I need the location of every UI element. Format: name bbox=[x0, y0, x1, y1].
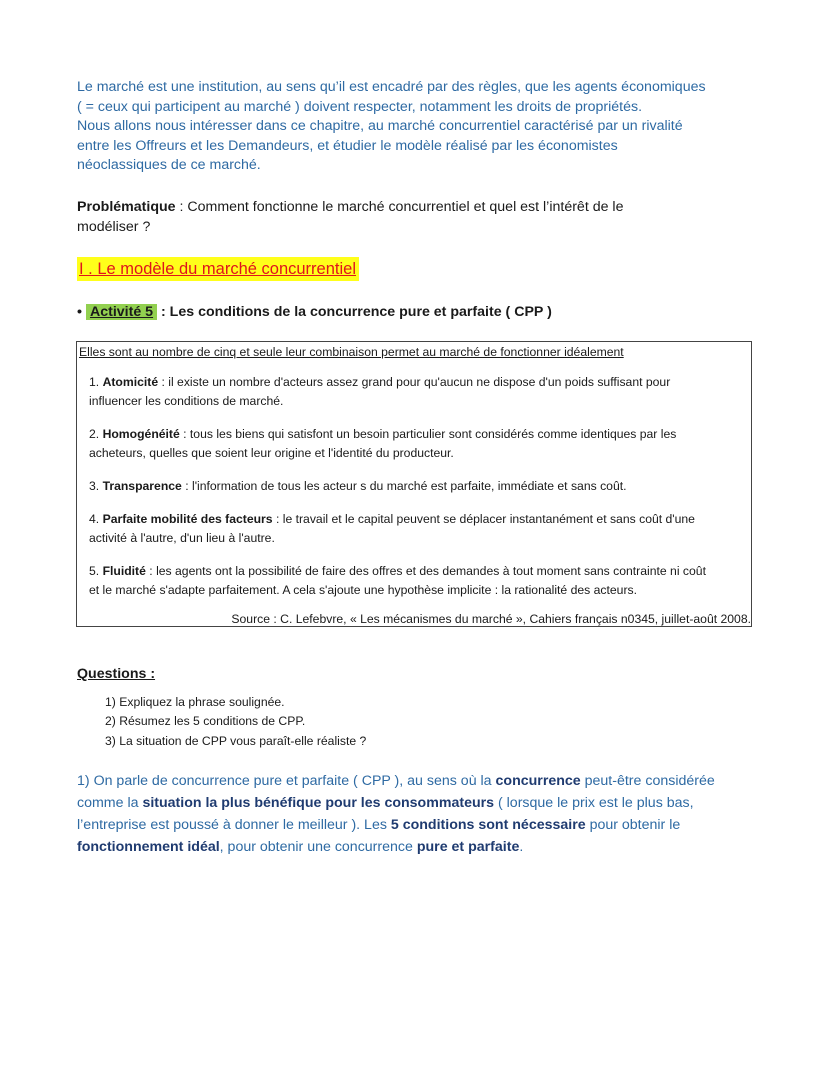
condition-term: Transparence bbox=[102, 479, 182, 493]
problematique-text: modéliser ? bbox=[77, 219, 151, 235]
intro-line: néoclassiques de ce marché. bbox=[77, 157, 261, 174]
answer-text: pour obtenir le bbox=[585, 817, 681, 833]
activity-title: : Les conditions de la concurrence pure et parfaite ( CPP ) bbox=[161, 304, 552, 320]
answer-paragraph bbox=[77, 770, 757, 858]
condition-text: : tous les biens qui satisfont un besoin particulier sont considérés comme identiques par les bbox=[179, 427, 677, 441]
problematique bbox=[77, 197, 717, 237]
condition-number: 1. bbox=[89, 375, 103, 389]
condition-number: 5. bbox=[89, 564, 103, 578]
condition-term: Homogénéité bbox=[102, 427, 180, 441]
activity-tag: Activité 5 bbox=[86, 304, 157, 320]
intro-line: entre les Offreurs et les Demandeurs, et étudier le modèle réalisé par les économistes bbox=[77, 137, 618, 154]
answer-emphasis: situation la plus bénéfique pour les consommateurs bbox=[142, 795, 495, 811]
questions-title: Questions : bbox=[77, 666, 156, 682]
answer-text: On parle de concurrence pure et parfaite ( CPP ), au sens où la bbox=[89, 773, 496, 789]
answer-emphasis: pure et parfaite bbox=[416, 839, 520, 855]
questions-list bbox=[105, 693, 366, 751]
condition-text: : les agents ont la possibilité de faire des offres et des demandes à tout moment sans contrainte ni coût bbox=[145, 564, 706, 578]
problematique-text: : Comment fonctionne le marché concurrentiel et quel est l’intérêt de le bbox=[175, 199, 624, 215]
answer-text: ( lorsque le prix est le plus bas, l’entreprise est poussé à donner le meilleur ). Les bbox=[77, 795, 694, 833]
answer-text: . bbox=[519, 839, 524, 855]
condition-text: acheteurs, quelles que soient leur origine et l'identité du producteur. bbox=[89, 446, 454, 460]
condition-text: influencer les conditions de marché. bbox=[89, 394, 284, 408]
condition-item bbox=[89, 510, 744, 548]
condition-item bbox=[89, 562, 744, 600]
condition-text: : le travail et le capital peuvent se déplacer instantanément et sans coût d'une bbox=[272, 512, 695, 526]
answer-number: 1) bbox=[77, 773, 90, 789]
answer-emphasis: fonctionnement idéal bbox=[77, 839, 220, 855]
condition-text: : il existe un nombre d'acteurs assez grand pour qu'aucun ne dispose d'un poids suffisant pour bbox=[158, 375, 671, 389]
condition-term: Fluidité bbox=[102, 564, 146, 578]
condition-item bbox=[89, 425, 744, 463]
condition-text: activité à l'autre, d'un lieu à l'autre. bbox=[89, 531, 275, 545]
condition-text: : l'information de tous les acteur s du marché est parfaite, immédiate et sans coût. bbox=[181, 479, 627, 493]
source-citation: Source : C. Lefebvre, « Les mécanismes du marché », Cahiers français n0345, juillet-août 2008. bbox=[231, 612, 751, 626]
answer-text: , pour obtenir une concurrence bbox=[219, 839, 417, 855]
question-item: 1) Expliquez la phrase soulignée. bbox=[105, 695, 285, 709]
intro-paragraph bbox=[77, 78, 757, 176]
question-item: 3) La situation de CPP vous paraît-elle réaliste ? bbox=[105, 733, 367, 748]
conditions-lead: Elles sont au nombre de cinq et seule leur combinaison permet au marché de fonctionner idéalement bbox=[79, 345, 624, 359]
activity-heading bbox=[77, 301, 552, 323]
intro-line: Nous allons nous intéresser dans ce chapitre, au marché concurrentiel caractérisé par un rivalité bbox=[77, 118, 683, 135]
answer-emphasis: concurrence bbox=[495, 773, 581, 789]
condition-term: Atomicité bbox=[102, 375, 159, 389]
answer-emphasis: 5 conditions sont nécessaire bbox=[390, 817, 586, 833]
bullet-icon: • bbox=[77, 304, 82, 320]
conditions-list bbox=[89, 373, 744, 614]
conditions-box bbox=[76, 341, 752, 627]
condition-item bbox=[89, 477, 744, 496]
problematique-label: Problématique bbox=[77, 199, 176, 215]
condition-term: Parfaite mobilité des facteurs bbox=[102, 512, 273, 526]
answer-text: peut-être considérée comme la bbox=[77, 773, 715, 811]
question-item: 2) Résumez les 5 conditions de CPP. bbox=[105, 714, 306, 729]
intro-line: Le marché est une institution, au sens qu’il est encadré par des règles, que les agents économiques bbox=[77, 79, 706, 95]
intro-line: ( = ceux qui participent au marché ) doivent respecter, notamment les droits de propriétés. bbox=[77, 98, 643, 115]
condition-text: et le marché s'adapte parfaitement. A cela s'ajoute une hypothèse implicite : la rationalité des acteurs. bbox=[89, 583, 637, 597]
section-title: I . Le modèle du marché concurrentiel bbox=[77, 257, 359, 281]
condition-number: 3. bbox=[89, 479, 103, 493]
condition-number: 2. bbox=[89, 427, 103, 441]
condition-item bbox=[89, 373, 744, 411]
condition-number: 4. bbox=[89, 512, 103, 526]
